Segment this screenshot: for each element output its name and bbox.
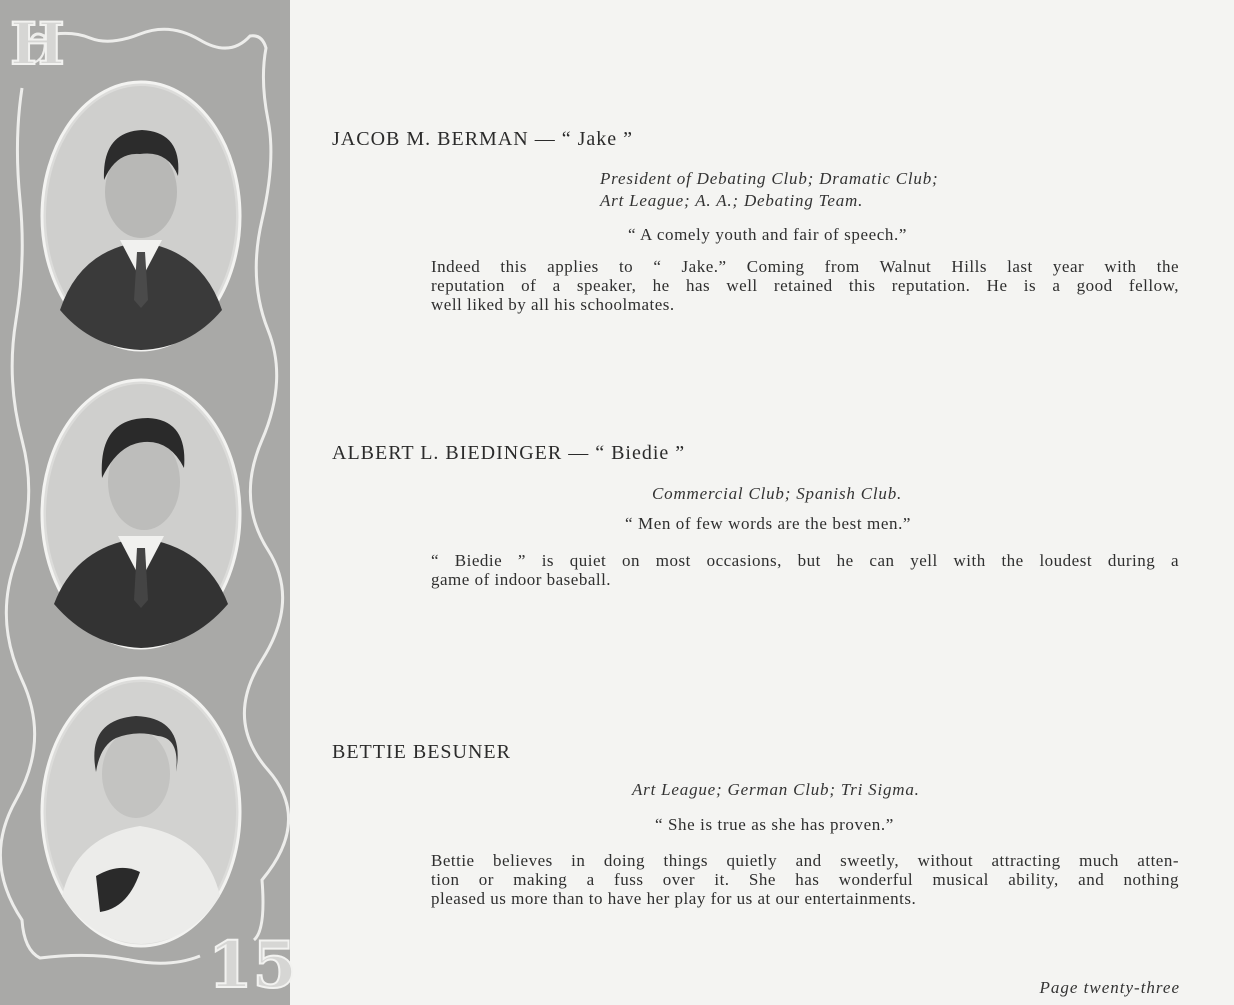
student-bio — [431, 551, 1179, 589]
bio-line: Indeed this applies to “ Jake.” Coming from Walnut Hills last year with the — [431, 257, 1179, 276]
student-name: ALBERT L. BIEDINGER — “ Biedie ” — [332, 442, 686, 464]
page-number: Page twenty-three — [1039, 978, 1180, 997]
bio-line: pleased us more than to have her play for us at our entertainments. — [431, 889, 917, 908]
monogram-h: H — [10, 10, 65, 78]
student-activities — [632, 779, 920, 801]
student-activities — [600, 168, 938, 212]
student-name: JACOB M. BERMAN — “ Jake ” — [332, 128, 633, 150]
student-quote: “ A comely youth and fair of speech.” — [628, 225, 908, 244]
portrait-jacob-berman — [40, 80, 242, 352]
bio-line: reputation of a speaker, he has well retained this reputation. He is a good fellow, — [431, 276, 1179, 295]
bio-line: well liked by all his schoolmates. — [431, 295, 675, 314]
activities-line: Commercial Club; Spanish Club. — [652, 484, 903, 503]
portrait-albert-biedinger — [40, 378, 242, 650]
bio-line: tion or making a fuss over it. She has wonderful musical ability, and nothing — [431, 870, 1179, 889]
student-bio — [431, 257, 1179, 314]
bio-line: “ Biedie ” is quiet on most occasions, but he can yell with the loudest during a — [431, 551, 1179, 570]
student-name: BETTIE BESUNER — [332, 741, 511, 763]
monogram-class-year: 15 — [208, 928, 298, 1003]
bio-line: Bettie believes in doing things quietly and sweetly, without attracting much atten- — [431, 851, 1179, 870]
activities-line: President of Debating Club; Dramatic Club; — [600, 169, 939, 188]
student-quote: “ Men of few words are the best men.” — [625, 514, 912, 533]
decorative-border — [0, 0, 298, 1005]
student-quote: “ She is true as she has proven.” — [655, 815, 894, 834]
student-bio — [431, 851, 1179, 908]
bio-line: game of indoor baseball. — [431, 570, 612, 589]
student-activities — [652, 483, 902, 505]
activities-line: Art League; German Club; Tri Sigma. — [632, 780, 920, 799]
activities-line: Art League; A. A.; Debating Team. — [600, 191, 864, 210]
portrait-bettie-besuner — [40, 676, 242, 948]
